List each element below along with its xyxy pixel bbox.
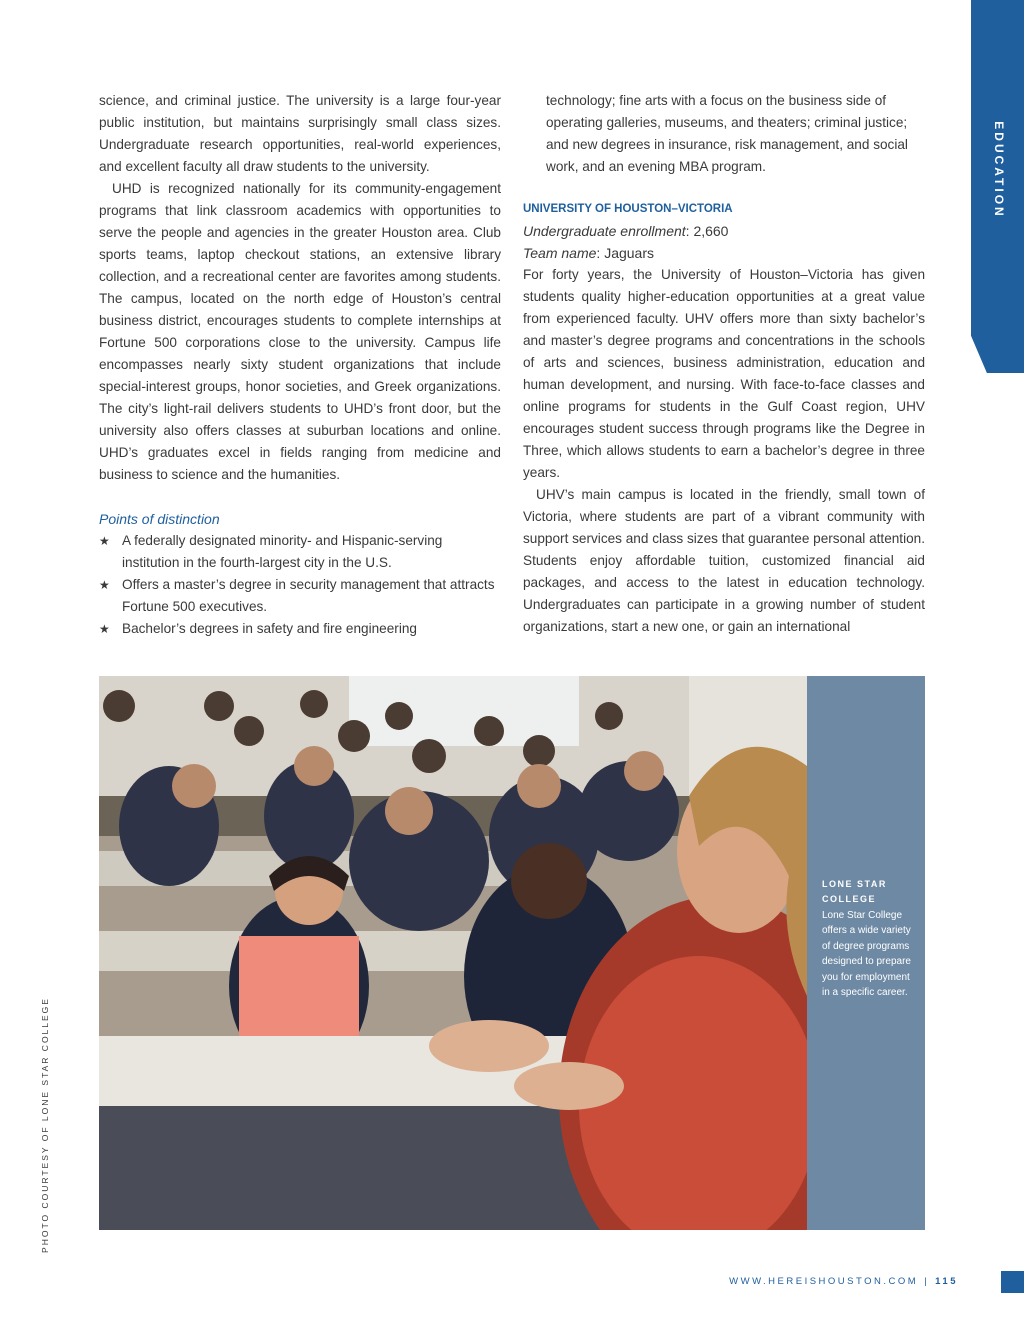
star-icon: ★ [99,622,110,636]
page-number: 115 [935,1276,958,1287]
team-line: Team name: Jaguars [523,245,655,261]
left-paragraph-2: UHD is recognized nationally for its community-engagement programs that link classroom academics with opportunities to serve the people and agencies in the greater Houston area. Club sports teams, laptop checkout stations, an extensive library collection, and a recreational center are favorites among students. The campus, located on the north edge of Houston’s central business district, encourages students to complete internships at Fortune 500 corporations close to the university. Campus life encompasses nearly sixty student organizations that include special-interest groups, honor societies, and Greek organizations. The city’s light-rail delivers students to UHD’s front door, but the university also offers classes at suburban locations and online. UHD’s graduates excel in fields ranging from medicine and business to science and the humanities. [99,181,501,482]
footer-marker [1001,1271,1024,1293]
list-item [99,618,501,640]
left-column [99,90,501,640]
footer-url[interactable]: WWW.HEREISHOUSTON.COM [729,1276,919,1287]
enrollment-line: Undergraduate enrollment: 2,660 [523,223,729,239]
classroom-illustration [99,676,807,1230]
points-heading: Points of distinction [99,511,220,527]
point-text: Bachelor’s degrees in safety and fire engineering [122,621,417,636]
caption-title: LONE STAR COLLEGE [822,879,887,904]
list-item [99,574,501,618]
caption-text: Lone Star College offers a wide variety of degree programs designed to prepare you for employment in a specific career. [822,910,911,999]
point-text: Offers a master’s degree in security management that attracts Fortune 500 executives. [122,577,495,614]
points-list [99,530,501,640]
section-tab-label: EDUCATION [992,121,1006,219]
star-icon: ★ [99,534,110,548]
team-value: Jaguars [604,245,655,261]
enrollment-label: Undergraduate enrollment [523,223,686,239]
right-paragraph-2: For forty years, the University of Houston–Victoria has given students quality higher-education opportunities at a great value from experienced faculty. UHV offers more than sixty bachelor’s and master’s degree programs and concentrations in the schools of arts and sciences, business administration, education and human development, and nursing. With face-to-face classes and online programs for students in the Gulf Coast region, UHV encourages student success through programs like the Degree in Three, which allows students to earn a bachelor’s degree in three years. [523,267,925,480]
footer [729,1276,958,1287]
classroom-photo [99,676,807,1230]
enrollment-value: 2,660 [693,223,729,239]
team-label: Team name [523,245,597,261]
right-column [523,90,925,638]
right-paragraph-3: UHV’s main campus is located in the friendly, small town of Victoria, where students are part of a vibrant community with support services and class sizes that guarantee personal attention. Students enjoy affordable tuition, customized financial aid packages, and access to the latest in education technology. Undergraduates can participate in a growing number of student organizations, start a new one, or gain an international [523,487,926,634]
photo-credit: PHOTO COURTESY OF LONE STAR COLLEGE [40,997,50,1253]
footer-separator: | [924,1276,930,1287]
star-icon: ★ [99,578,110,592]
point-text: A federally designated minority- and Hispanic-serving institution in the fourth-largest city in the U.S. [122,533,443,570]
left-paragraph-1: science, and criminal justice. The university is a large four-year public institution, but maintains surprisingly small class sizes. Undergraduate research opportunities, real-world experiences, and excellent faculty all draw students to the university. [99,93,501,174]
section-heading: UNIVERSITY OF HOUSTON–VICTORIA [523,203,733,215]
right-paragraph-1: technology; fine arts with a focus on the business side of operating galleries, museums, and theaters; criminal justice; and new degrees in insurance, risk management, and social work, and an evening MBA program. [546,93,908,174]
list-item [99,530,501,574]
